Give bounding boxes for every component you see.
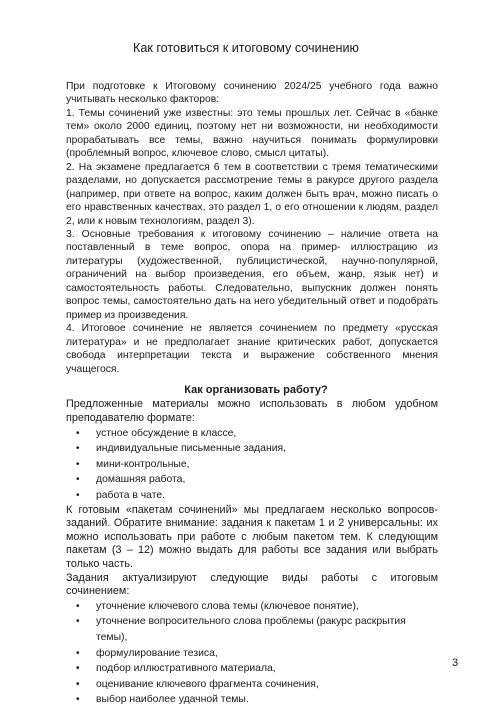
list-item xyxy=(66,441,438,457)
bullet-icon: • xyxy=(76,443,80,455)
list-item-text: уточнение вопросительного слова проблемы (ракурс раскрытия темы), xyxy=(96,616,406,643)
formats-list xyxy=(66,426,438,504)
list-item xyxy=(66,692,438,708)
list-item-text: работа в чате. xyxy=(96,490,166,502)
intro-paragraph: При подготовке к Итоговому сочинению 2024/25 учебного года важно учитывать несколько факторов: xyxy=(66,81,438,106)
list-item xyxy=(66,599,438,615)
bullet-icon: • xyxy=(76,663,80,675)
bullet-icon: • xyxy=(76,458,80,470)
page-title: Как готовиться к итоговому сочинению xyxy=(133,41,359,55)
list-item-text: домашняя работа, xyxy=(96,474,186,486)
list-item-text: уточнение ключевого слова темы (ключевое понятие), xyxy=(96,600,359,612)
bullet-icon: • xyxy=(76,678,80,690)
list-item xyxy=(66,677,438,693)
bullet-icon: • xyxy=(76,647,80,659)
list-item xyxy=(66,614,438,645)
tasks-list xyxy=(66,599,438,708)
page-number: 3 xyxy=(452,657,459,669)
factor-paragraph-2: 2. На экзамене предлагается 6 тем в соответствии с тремя тематическими разделами, но допускается рассмотрение темы в ракурсе другого раздела (например, при ответе на вопрос, каким должен быть врач, можно писать о его нравственных качествах, это раздел 1, о его отношении к людям, раздел 2, или к новым технологиям, раздел 3). xyxy=(66,161,438,227)
list-item-text: мини-контрольные, xyxy=(96,458,190,470)
document-body xyxy=(66,80,438,708)
factor-paragraph-3: 3. Основные требования к итоговому сочинению – наличие ответа на поставленный в теме вопрос, опора на пример- иллюстрацию из литературы (художественной, публицистической, научно-популярной, ограничений на выбор произведения, его объем, жанр, язык нет) и самостоятельность работы. Следовательно, выпускник должен понять вопрос темы, самостоятельно дать на него убедительный ответ и подобрать пример из произведения. xyxy=(66,228,438,321)
list-item-text: формулирование тезиса, xyxy=(96,647,218,659)
tasks-intro-paragraph: Задания актуализируют следующие виды работы с итоговым сочинением: xyxy=(66,571,438,598)
bullet-icon: • xyxy=(76,694,80,706)
bullet-icon: • xyxy=(76,600,80,612)
list-item xyxy=(66,426,438,442)
list-item-text: подбор иллюстративного материала, xyxy=(96,663,276,675)
section-intro-paragraph: Предложенные материалы можно использовать в любом удобном преподавателю формате: xyxy=(66,398,438,425)
list-item xyxy=(66,661,438,677)
list-item-text: индивидуальные письменные задания, xyxy=(96,443,287,455)
bullet-icon: • xyxy=(76,427,80,439)
factor-paragraph-1: 1. Темы сочинений уже известны: это темы прошлых лет. Сейчас в «банке тем» около 2000 единиц, поэтому нет ни возможности, ни необходимости прорабатывать все темы, важно научиться понимать формулировки (проблемный вопрос, ключевое слово, смысл цитаты). xyxy=(66,107,438,160)
bullet-icon: • xyxy=(76,490,80,502)
packets-paragraph: К готовым «пакетам сочинений» мы предлагаем несколько вопросов-заданий. Обратите внимание: задания к пакетам 1 и 2 универсальны: их можно использовать при работе с любым пакетом тем. К следующим пакетам (3 – 12) можно выдать для работы все задания или выбрать только часть. xyxy=(66,503,438,570)
list-item-text: устное обсуждение в классе, xyxy=(96,427,237,439)
list-item-text: выбор наиболее удачной темы. xyxy=(96,694,249,706)
bullet-icon: • xyxy=(76,616,80,628)
list-item xyxy=(66,472,438,488)
list-item xyxy=(66,457,438,473)
list-item-text: оценивание ключевого фрагмента сочинения, xyxy=(96,678,319,690)
list-item xyxy=(66,646,438,662)
list-item xyxy=(66,488,438,504)
spacer xyxy=(66,376,438,384)
bullet-icon: • xyxy=(76,474,80,486)
factor-paragraph-4: 4. Итоговое сочинение не является сочинением по предмету «русская литература» и не предполагает знание критических работ, допускается свобода интерпретации текста и выражение собственного мнения учащегося. xyxy=(66,323,438,375)
section-title: Как организовать работу? xyxy=(184,383,328,396)
